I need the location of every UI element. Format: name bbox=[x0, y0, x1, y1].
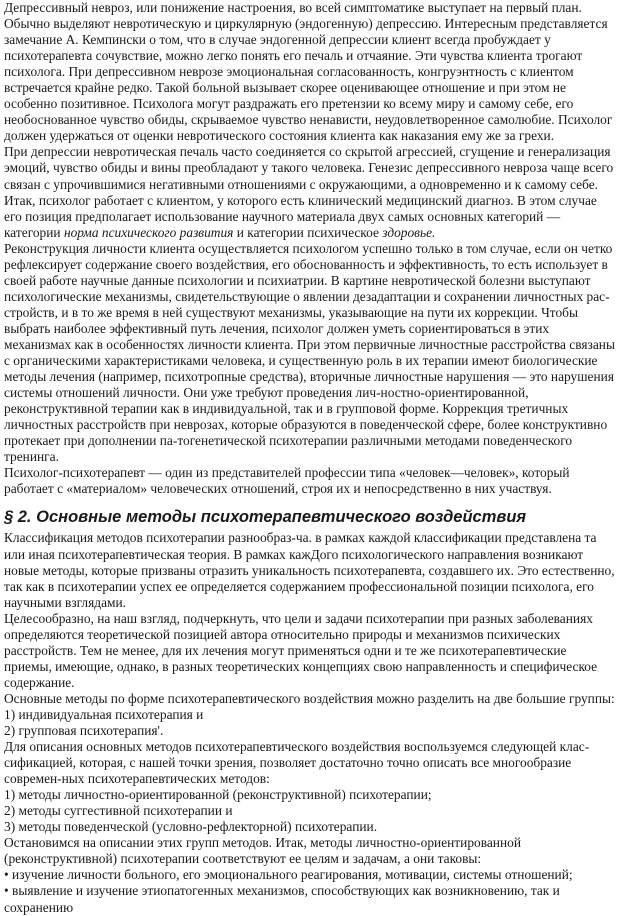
section-heading: § 2. Основные методы психотерапевтического воздействия bbox=[4, 508, 527, 527]
paragraph: Для описания основных методов психотерапевтического воздействия воспользуемся следующей клас-сификацией, которая, с нашей точки зрения, позволяет достаточно точно описать все многообразие современ-ных психотерапевтических методов: bbox=[4, 739, 590, 787]
bullet-item: • выявление и изучение этиопатогенных механизмов, способствующих как возникновению, так и сохранению bbox=[4, 883, 560, 915]
list-item: 1) методы личностно-ориентированной (реконструктивной) психотерапии; bbox=[4, 787, 432, 803]
paragraph: Целесообразно, на наш взгляд, подчеркнуть, что цели и задачи психотерапии при разных заболеваниях определяются теоретической позицией автора относительно природы и механизмов психических расстройств. Тем не менее, для их лечения могут применяться одни и те же психотерапевтические приемы, имеющие, однако, в разных теоретических концепциях свою направленность и специфическое содержание. bbox=[4, 610, 598, 690]
list-item: 2) групповая психотерапия'. bbox=[4, 723, 164, 739]
bullet-item: • изучение личности больного, его эмоционального реагирования, мотивации, системы отношений; bbox=[4, 867, 573, 883]
italic-term: норма психического развития bbox=[63, 224, 234, 240]
document-page bbox=[4, 0, 616, 916]
list-item: 2) методы суггестивной психотерапии и bbox=[4, 803, 233, 819]
list-item: 3) методы поведенческой (условно-рефлекторной) психотерапии. bbox=[4, 819, 378, 835]
paragraph: Основные методы по форме психотерапевтического воздействия можно разделить на две большие группы: bbox=[4, 690, 615, 706]
paragraph: Психолог-психотерапевт — один из представителей профессии типа «человек—человек», который работает с «материалом» человеческих отношений, строя их и непосредственно в них участвуя. bbox=[4, 465, 570, 497]
paragraph: Классификация методов психотерапии разнообраз-ча. в рамках каждой классификации представлена та или иная психотерапевтическая теория. В рамках кажДого психологического направления возникают новые методы, которые призваны отразить уникальность психотерапевта, создавшего их. Это естественно, так как в психотерапии успех ее определяется содержанием профессиональной позиции психолога, его научными взглядами. bbox=[4, 530, 615, 610]
paragraph: Депрессивный невроз, или понижение настроения, во всей симптоматике выступает на первый план. Обычно выделяют невротическую и циркулярную (эндогенную) депрессию. Интересным представляется замечание А. Кемпински о том, что в случае эндогенной депрессии клиент всегда пробуждает у психотерапевта сочувствие, можно легко понять его печаль и отчаяние. Эти чувства клиента трогают психолога. При депрессивном неврозе эмоциональная согласованность, конгруэнтность с клиентом встречается крайне редко. Такой больной вызывает скорее оценивающее отношение и при этом не особенно позитивное. Психолога могут раздражать его претензии ко всему миру и самому себе, его необоснованное чувство обиды, скрываемое чувство ненависти, неудовлетворенное самолюбие. Психолог должен удержаться от оценки невротического состояния клиента как наказания ему же за грехи. bbox=[4, 0, 613, 144]
text-run: и категории психическое bbox=[233, 224, 383, 240]
paragraph: При депрессии невротическая печаль часто соединяется со скрытой агрессией, сгущение и генерализация эмоций, чувство обиды и вины преобладают у такого человека. Генезис депрессивного невроза чаще всего связан с упрочившимися негативными отношениями с окружающими, а одновременно и к самому себе. bbox=[4, 144, 614, 192]
italic-term: здоровье. bbox=[382, 224, 436, 240]
paragraph: Реконструкция личности клиента осуществляется психологом успешно только в том случае, если он четко рефлексирует содержание своего воздействия, его обоснованность и эффективность, то есть использует в своей работе научные данные психологии и психиатрии. В картине невротической болезни выступают психологические механизмы, свидетельствующие о явлении дезадаптации и сохранении личностных рас-стройств, и в то же время в ней существуют механизмы, указывающие на пути их коррекции. Чтобы выбрать наиболее эффективный путь лечения, психолог должен уметь сориентироваться в этих механизмах как в особенностях личности клиента. При этом первичные личностные расстройства связаны с органическими характеристиками человека, и существенную роль в их терапии имеют биологические методы лечения (например, психотропные средства), вторичные личностные нарушения — это нарушения системы отношений личности. Они уже требуют проведения лич-ностно-ориентированной, реконструктивной терапии как в индивидуальной, так и в групповой форме. Коррекция третичных личностных расстройств при неврозах, которые образуются в поведенческой сфере, более конструктивно протекает при дополнении па-тогенетической психотерапии различными методами поведенческого тренинга. bbox=[4, 240, 615, 465]
text-run: Итак, психолог работает с клиентом, у которого есть клинический медицинский диагноз. В этом случае его позиция предполагает использование научного материала двух самых основных категорий — категории bbox=[4, 192, 597, 240]
list-item: 1) индивидуальная психотерапия и bbox=[4, 706, 204, 722]
paragraph: Остановимся на описании этих групп методов. Итак, методы личностно-ориентированной (реконструктивной) психотерапии соответствуют ее целям и задачам, а они таковы: bbox=[4, 835, 521, 867]
paragraph bbox=[4, 193, 616, 241]
